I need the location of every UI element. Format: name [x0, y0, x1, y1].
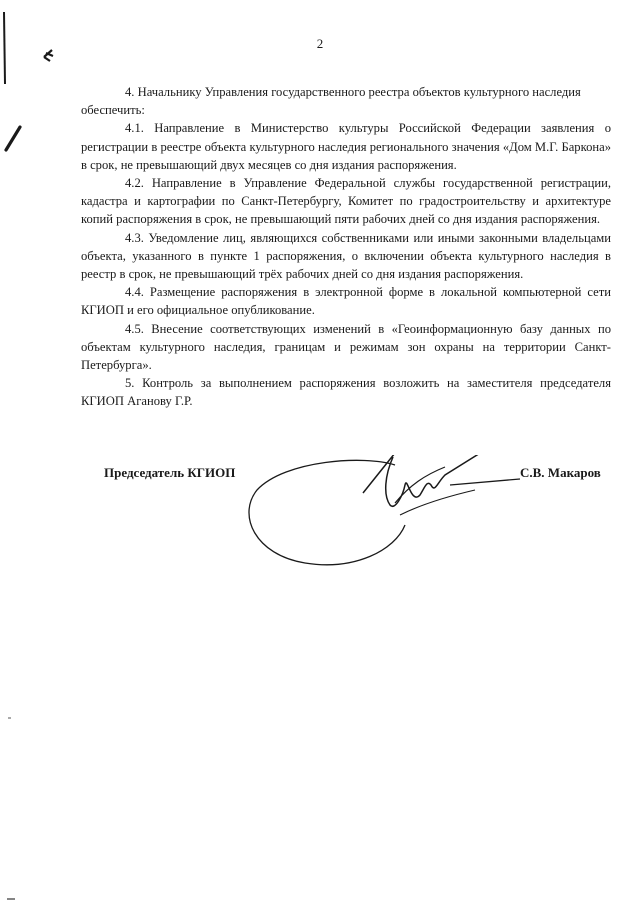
signer-name: С.В. Макаров	[520, 465, 601, 480]
paragraph-item-4-4: 4.4. Размещение распоряжения в электронной форме в локальной компьютерной сети КГИОП и его официальное опубликование.	[81, 285, 611, 318]
paragraph-item-4-5: 4.5. Внесение соответствующих изменений в «Геоинформационную базу данных по объектам культурного наследия, границам и режимам зон охраны на территории Санкт-Петербурга».	[81, 321, 611, 373]
document-body	[81, 83, 611, 411]
paragraph-item-4: 4. Начальнику Управления государственного реестра объектов культурного наследия обеспечить:	[81, 85, 581, 118]
signature-block	[0, 455, 640, 575]
margin-check-mark	[6, 127, 20, 150]
page-number: 2	[316, 36, 324, 51]
paragraph-item-4-1: 4.1. Направление в Министерство культуры Российской Федерации заявления о регистрации в реестре объекта культурного наследия регионального значения «Дом М.Г. Баркона» в срок, не превышающий двух месяцев со дня издания распоряжения.	[81, 121, 611, 172]
paragraph-item-4-2: 4.2. Направление в Управление Федеральной службы государственной регистрации, кадастра и картографии по Санкт-Петербургу, Комитет по градостроительству и архитектуре копий распоряжения в срок, не превышающий пяти рабочих дней со дня издания распоряжения.	[81, 176, 611, 227]
handwritten-signature	[245, 455, 525, 575]
paragraph-item-5: 5. Контроль за выполнением распоряжения возложить на заместителя председателя КГИОП Аганову Г.Р.	[81, 376, 611, 409]
signer-title: Председатель КГИОП	[104, 465, 236, 480]
paragraph-item-4-3: 4.3. Уведомление лиц, являющихся собственниками или иными законными владельцами объекта, указанного в пункте 1 распоряжения, о включении объекта культурного наследия в реестр в срок, не превышающий трёх рабочих дней со дня издания распоряжения.	[81, 230, 611, 282]
